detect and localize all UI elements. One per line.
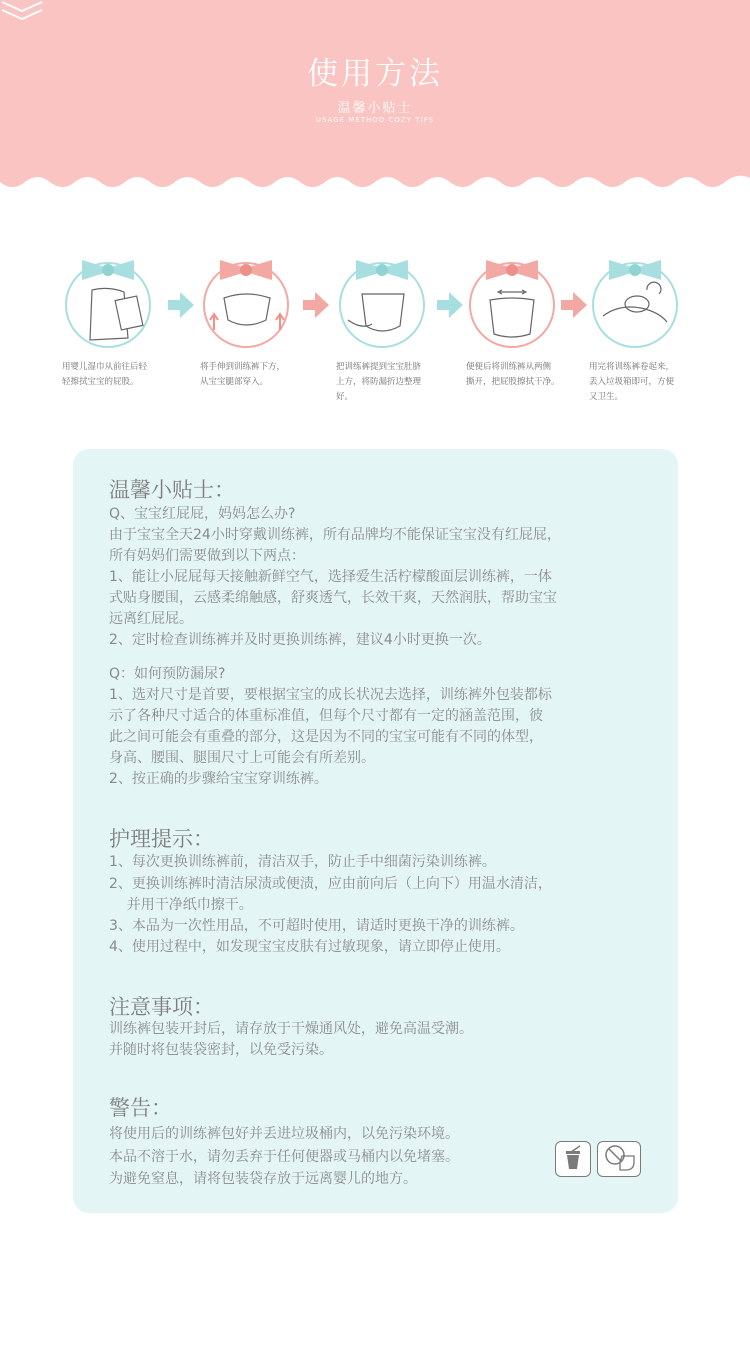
care-line: 2、更换训练裤时清洁尿渍或便渍，应由前向后（上向下）用温水清洁，	[109, 876, 552, 892]
step-3-text: 把训练裤提到宝宝肚脐 上方，将防漏折边整理 好。	[336, 362, 422, 402]
notice-heading: 注意事项：	[109, 995, 214, 1019]
arrow-right-icon	[437, 292, 463, 318]
tips-line: 式贴身腰围，云感柔绵触感，舒爽透气，长效干爽，天然润肤，帮助宝宝	[109, 590, 557, 606]
step-2-text: 将手伸到训练裤下方， 从宝宝腿部穿入。	[200, 362, 286, 387]
usage-steps	[0, 250, 750, 420]
tips-line: 示了各种尺寸适合的体重标准值，但每个尺寸都有一定的涵盖范围，彼	[109, 708, 543, 724]
pull-up-illustration-icon	[336, 250, 436, 355]
tips-line: 身高、腰围、腿围尺寸上可能会有所差别。	[109, 750, 375, 766]
tips-panel	[73, 449, 678, 1213]
tips-line: 2、定时检查训练裤并及时更换训练裤，建议4小时更换一次。	[109, 632, 491, 648]
step-1-text: 用婴儿湿巾从前往后轻 轻擦拭宝宝的屁股。	[62, 362, 148, 387]
tips-line: Q：如何预防漏尿?	[109, 666, 226, 682]
header-banner	[0, 0, 750, 200]
tips-line: 由于宝宝全天24小时穿戴训练裤，所有品牌均不能保证宝宝没有红屁屁，	[109, 527, 561, 543]
page-title: 使用方法	[307, 56, 443, 92]
legs-illustration-icon	[200, 250, 300, 355]
tips-line: 远离红屁屁。	[109, 611, 193, 627]
trash-bin-icon	[555, 1141, 591, 1177]
warning-line: 为避免窒息，请将包装袋存放于远离婴儿的地方。	[109, 1171, 417, 1187]
arrow-right-icon	[561, 292, 587, 318]
tips-line: 1、能让小屁屁每天接触新鲜空气，选择爱生活柠檬酸面层训练裤，一体	[109, 569, 552, 585]
step-5-text: 用完将训练裤卷起来， 丢入垃圾箱即可，方便 又卫生。	[589, 362, 675, 402]
step-4-text: 便便后将训练裤从两侧 撕开，把屁股擦拭干净。	[466, 362, 560, 387]
no-toilet-icon	[597, 1141, 641, 1177]
care-line: 4、使用过程中，如发现宝宝皮肤有过敏现象，请立即停止使用。	[109, 939, 510, 955]
tips-line: Q、宝宝红屁屁，妈妈怎么办?	[109, 506, 296, 522]
tips-heading: 温馨小贴士：	[109, 478, 235, 502]
tips-line: 2、按正确的步骤给宝宝穿训练裤。	[109, 771, 328, 787]
tips-line: 1、选对尺寸是首要，要根据宝宝的成长状况去选择，训练裤外包装都标	[109, 687, 552, 703]
page-subtitle: 温馨小贴士	[337, 101, 413, 116]
page-subtitle-en: USAGE METHOD COZY TIPS	[315, 116, 435, 124]
arrow-right-icon	[168, 292, 194, 318]
arrow-right-icon	[303, 292, 329, 318]
warning-heading: 警告：	[109, 1096, 172, 1120]
tips-line: 此之间可能会有重叠的部分，这是因为不同的宝宝可能有不同的体型，	[109, 729, 543, 745]
warning-line: 将使用后的训练裤包好并丢进垃圾桶内，以免污染环境。	[109, 1126, 459, 1142]
care-line: 3、本品为一次性用品，不可超时使用，请适时更换干净的训练裤。	[109, 918, 524, 934]
tear-side-illustration-icon	[466, 250, 566, 355]
notice-line: 并随时将包装袋密封，以免受污染。	[109, 1042, 333, 1058]
wipe-illustration-icon	[62, 250, 162, 355]
tips-line: 所有妈妈们需要做到以下两点：	[109, 548, 305, 564]
roll-up-illustration-icon	[589, 250, 689, 355]
care-line: 并用干净纸巾擦干。	[109, 897, 253, 913]
double-chevron-down-icon	[0, 0, 44, 22]
notice-line: 训练裤包装开封后，请存放于干燥通风处，避免高温受潮。	[109, 1021, 473, 1037]
care-heading: 护理提示：	[109, 827, 214, 851]
care-line: 1、每次更换训练裤前，清洁双手，防止手中细菌污染训练裤。	[109, 854, 496, 870]
warning-line: 本品不溶于水，请勿丢弃于任何便器或马桶内以免堵塞。	[109, 1149, 459, 1165]
